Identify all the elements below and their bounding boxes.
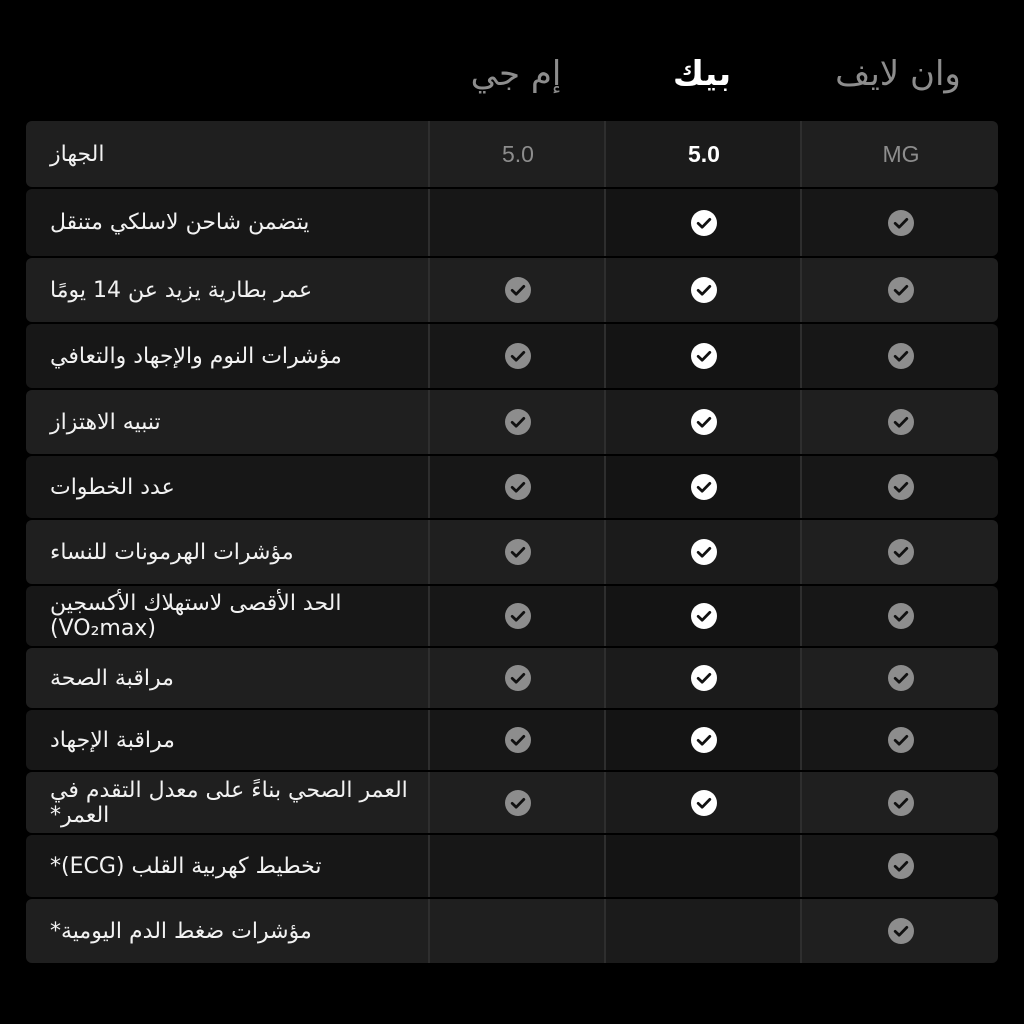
cell-one-life	[800, 710, 998, 770]
row-label: تخطيط كهربية القلب (ECG)*	[50, 853, 322, 879]
cell-mg	[428, 710, 606, 770]
cell-one-life	[800, 189, 998, 256]
cell-mg	[428, 772, 606, 833]
check-icon	[691, 665, 717, 691]
table-row	[26, 520, 998, 584]
cell-mg	[428, 258, 606, 322]
cell-one-life	[800, 121, 998, 187]
cell-peak	[604, 586, 802, 646]
check-icon	[505, 790, 531, 816]
check-icon	[691, 343, 717, 369]
cell-peak	[604, 710, 802, 770]
row-label: مؤشرات الهرمونات للنساء	[50, 539, 294, 565]
cell-mg	[428, 121, 606, 187]
cell-peak	[604, 520, 802, 584]
row-label-cell	[26, 324, 426, 388]
cell-mg	[428, 189, 606, 256]
cell-value-mg: 5.0	[502, 140, 534, 167]
check-icon	[691, 603, 717, 629]
check-icon	[505, 727, 531, 753]
row-label: مراقبة الصحة	[50, 665, 174, 691]
cell-peak	[604, 324, 802, 388]
cell-one-life	[800, 772, 998, 833]
cell-mg	[428, 899, 606, 963]
cell-one-life	[800, 586, 998, 646]
check-icon	[505, 603, 531, 629]
cell-peak	[604, 258, 802, 322]
check-icon	[888, 603, 914, 629]
cell-peak	[604, 772, 802, 833]
row-label: مؤشرات ضغط الدم اليومية*	[50, 918, 312, 944]
table-row	[26, 456, 998, 518]
comparison-table	[26, 121, 998, 963]
row-label: يتضمن شاحن لاسلكي متنقل	[50, 210, 310, 235]
check-icon	[691, 790, 717, 816]
cell-one-life	[800, 899, 998, 963]
cell-peak	[604, 121, 802, 187]
row-label: تنبيه الاهتزاز	[50, 409, 161, 435]
table-row	[26, 772, 998, 833]
cell-one-life	[800, 520, 998, 584]
cell-peak	[604, 899, 802, 963]
header-col-peak: بيك	[672, 54, 732, 94]
row-label-cell	[26, 520, 426, 584]
table-row	[26, 710, 998, 770]
row-label-cell	[26, 121, 426, 187]
check-icon	[888, 343, 914, 369]
cell-peak	[604, 835, 802, 897]
row-label-cell	[26, 835, 426, 897]
header-col-one-life: وان لايف	[835, 54, 961, 94]
row-label-cell	[26, 390, 426, 454]
cell-one-life	[800, 324, 998, 388]
check-icon	[888, 210, 914, 236]
table-row	[26, 648, 998, 708]
cell-value-peak: 5.0	[688, 140, 720, 167]
cell-one-life	[800, 835, 998, 897]
row-label-cell	[26, 456, 426, 518]
row-label: العمر الصحي بناءً على معدل التقدم في العمر*	[50, 777, 408, 828]
cell-value-one-life: MG	[882, 140, 920, 167]
check-icon	[888, 790, 914, 816]
check-icon	[505, 665, 531, 691]
check-icon	[691, 474, 717, 500]
cell-one-life	[800, 390, 998, 454]
cell-one-life	[800, 456, 998, 518]
row-label: الحد الأقصى لاستهلاك الأكسجين (VO₂max)	[50, 591, 342, 641]
check-icon	[888, 474, 914, 500]
header-col-mg: إم جي	[470, 54, 562, 94]
cell-mg	[428, 586, 606, 646]
row-label-cell	[26, 710, 426, 770]
cell-one-life	[800, 258, 998, 322]
table-row	[26, 121, 998, 187]
check-icon	[888, 727, 914, 753]
row-label-cell	[26, 258, 426, 322]
check-icon	[888, 853, 914, 879]
cell-peak	[604, 648, 802, 708]
check-icon	[888, 539, 914, 565]
check-icon	[888, 665, 914, 691]
check-icon	[888, 277, 914, 303]
check-icon	[691, 409, 717, 435]
row-label: عمر بطارية يزيد عن 14 يومًا	[50, 277, 313, 303]
table-row	[26, 586, 998, 646]
check-icon	[505, 539, 531, 565]
row-label-cell	[26, 586, 426, 646]
cell-mg	[428, 456, 606, 518]
table-row	[26, 899, 998, 963]
row-label: مؤشرات النوم والإجهاد والتعافي	[50, 343, 342, 369]
row-label: عدد الخطوات	[50, 474, 175, 500]
check-icon	[691, 539, 717, 565]
check-icon	[691, 727, 717, 753]
table-row	[26, 390, 998, 454]
check-icon	[505, 343, 531, 369]
row-label: مراقبة الإجهاد	[50, 727, 175, 753]
check-icon	[888, 918, 914, 944]
row-label-cell	[26, 899, 426, 963]
check-icon	[691, 277, 717, 303]
table-row	[26, 189, 998, 256]
cell-one-life	[800, 648, 998, 708]
check-icon	[505, 409, 531, 435]
check-icon	[691, 210, 717, 236]
check-icon	[505, 277, 531, 303]
check-icon	[888, 409, 914, 435]
cell-peak	[604, 390, 802, 454]
table-row	[26, 324, 998, 388]
check-icon	[505, 474, 531, 500]
table-row	[26, 835, 998, 897]
row-label: الجهاز	[50, 141, 105, 167]
cell-mg	[428, 390, 606, 454]
row-label-cell	[26, 772, 426, 833]
row-label-cell	[26, 648, 426, 708]
cell-mg	[428, 835, 606, 897]
cell-peak	[604, 189, 802, 256]
column-header	[0, 44, 1024, 104]
cell-mg	[428, 648, 606, 708]
table-row	[26, 258, 998, 322]
cell-mg	[428, 520, 606, 584]
row-label-cell	[26, 189, 426, 256]
cell-peak	[604, 456, 802, 518]
cell-mg	[428, 324, 606, 388]
